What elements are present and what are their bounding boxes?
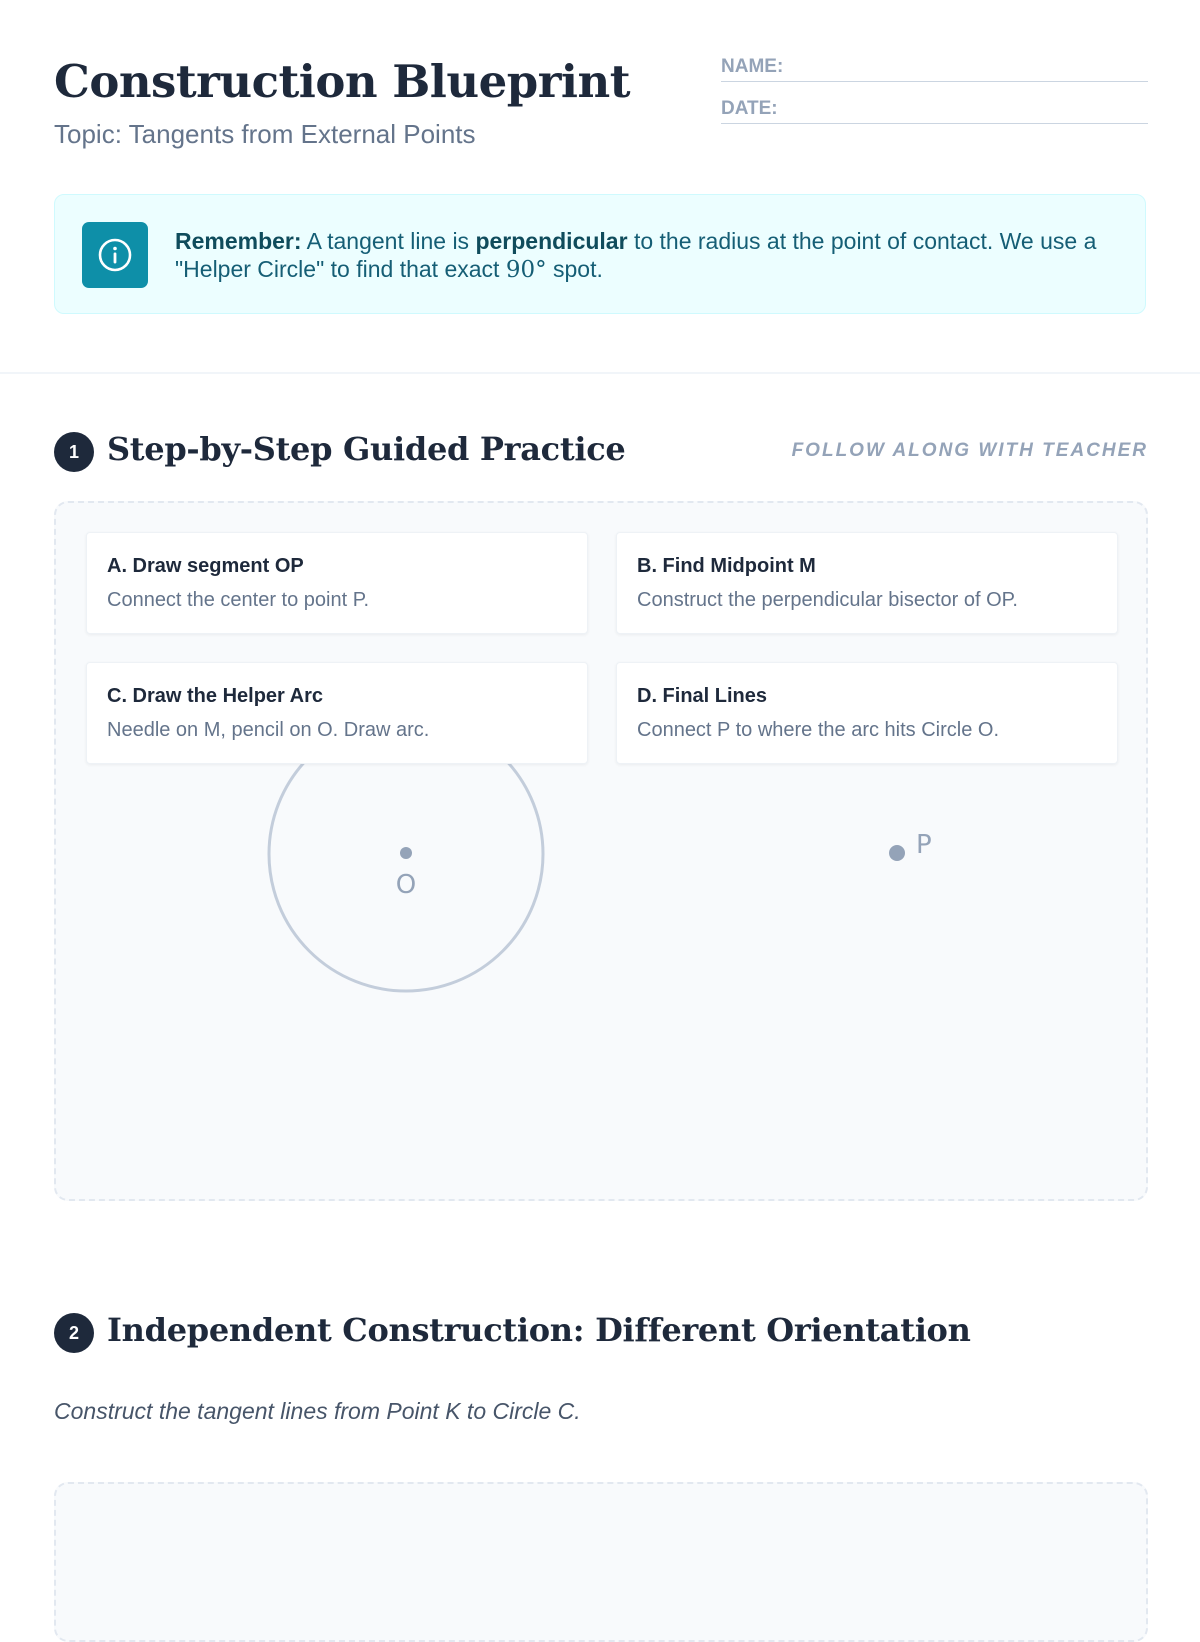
external-point-p bbox=[889, 845, 905, 861]
reminder-emphasis: perpendicular bbox=[475, 228, 628, 254]
reminder-callout bbox=[54, 194, 1146, 314]
step-card bbox=[616, 662, 1118, 764]
section-1-title: Step-by-Step Guided Practice bbox=[107, 430, 626, 468]
page-subtitle: Topic: Tangents from External Points bbox=[54, 119, 476, 149]
step-title: B. Find Midpoint M bbox=[637, 555, 816, 577]
section-1-badge: 1 bbox=[54, 432, 94, 472]
step-description: Connect the center to point P. bbox=[107, 589, 370, 611]
step-description: Construct the perpendicular bisector of OP. bbox=[637, 589, 1018, 611]
section-2-badge: 2 bbox=[54, 1313, 94, 1353]
point-label-p: P bbox=[916, 830, 932, 860]
step-title: C. Draw the Helper Arc bbox=[107, 685, 323, 707]
reminder-text-end: spot. bbox=[546, 256, 603, 282]
section-divider bbox=[0, 372, 1200, 374]
page-title: Construction Blueprint bbox=[54, 55, 631, 108]
section-1-note: FOLLOW ALONG WITH TEACHER bbox=[791, 440, 1148, 461]
name-field[interactable] bbox=[721, 55, 1148, 82]
step-card bbox=[616, 532, 1118, 634]
step-description: Needle on M, pencil on O. Draw arc. bbox=[107, 719, 430, 741]
date-field[interactable] bbox=[721, 97, 1148, 124]
center-point-o bbox=[400, 847, 412, 859]
reminder-angle: 90° bbox=[505, 257, 547, 283]
worksheet-header bbox=[54, 55, 1148, 155]
info-icon bbox=[82, 222, 148, 288]
section-2-title: Independent Construction: Different Orientation bbox=[107, 1311, 971, 1349]
reminder-lead: Remember: bbox=[175, 228, 302, 254]
step-card bbox=[86, 532, 588, 634]
date-label: DATE: bbox=[721, 98, 778, 119]
reminder-text-before: A tangent line is bbox=[301, 228, 476, 254]
independent-construction-canvas[interactable] bbox=[54, 1482, 1148, 1642]
step-title: A. Draw segment OP bbox=[107, 555, 304, 577]
guided-practice-canvas[interactable] bbox=[54, 501, 1148, 1201]
section-2-instruction: Construct the tangent lines from Point K to Circle C. bbox=[54, 1398, 581, 1424]
step-description: Connect P to where the arc hits Circle O. bbox=[637, 719, 1000, 741]
reminder-text bbox=[175, 227, 1115, 284]
step-card bbox=[86, 662, 588, 764]
reminder-text-after: to the radius at the point of contact. We use a "Helper Circle" to find that exact bbox=[175, 228, 1097, 282]
name-label: NAME: bbox=[721, 56, 784, 77]
center-label-o: O bbox=[395, 870, 417, 900]
step-title: D. Final Lines bbox=[637, 685, 768, 707]
